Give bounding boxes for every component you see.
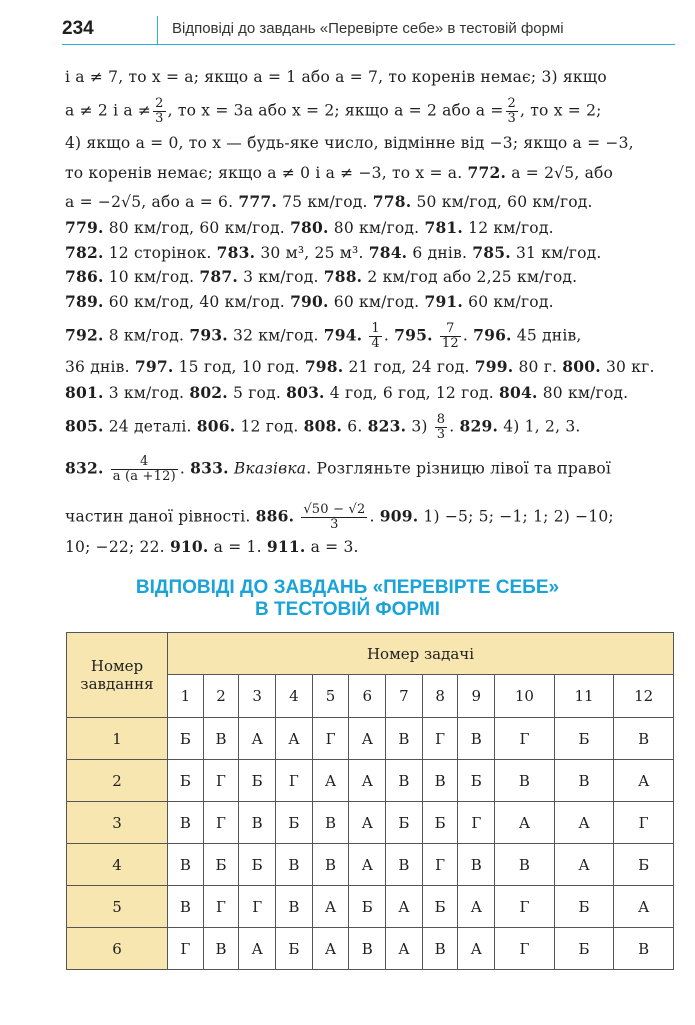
exercise-number: 795. xyxy=(394,325,433,345)
answer-cell: А xyxy=(349,718,386,760)
text-run: 60 км/год, 40 км/год. xyxy=(108,293,285,311)
exercise-number: 779. xyxy=(65,218,104,237)
answer-cell: Г xyxy=(495,928,555,970)
exercise-number: 829. xyxy=(459,416,499,436)
exercise-number: 799. xyxy=(474,357,514,376)
text-run: 12 год. xyxy=(240,417,299,436)
text-run: 15 год, 10 год. xyxy=(178,358,300,376)
column-number: 2 xyxy=(203,675,239,718)
exercise-number: 796. xyxy=(473,325,512,345)
text-run: 50 км/год, 60 км/год. xyxy=(416,193,593,211)
column-group-header: Номер задачі xyxy=(168,633,674,675)
answer-cell: Б xyxy=(168,718,204,760)
answer-cell: В xyxy=(458,844,495,886)
answer-cell: Г xyxy=(458,802,495,844)
exercise-number: 783. xyxy=(216,243,256,262)
answer-cell: А xyxy=(312,886,349,928)
answer-cell: Г xyxy=(203,760,239,802)
task-number: 4 xyxy=(67,844,168,886)
answer-cell: В xyxy=(276,886,313,928)
answer-cell: В xyxy=(203,718,239,760)
fraction xyxy=(153,97,165,126)
exercise-number: 793. xyxy=(189,325,228,345)
column-number: 7 xyxy=(386,675,423,718)
text-run: , то x = 3a або x = 2; якщо a = 2 або a = xyxy=(167,101,504,120)
fraction xyxy=(369,322,381,351)
text-run: 12 км/год. xyxy=(468,219,554,237)
answer-cell: Б xyxy=(386,802,423,844)
answer-cell: Г xyxy=(203,886,239,928)
running-title: Відповіді до завдань «Перевірте себе» в тестовій формі xyxy=(172,20,564,37)
exercise-number: 823. xyxy=(367,416,407,436)
text-run: 80 г. xyxy=(518,358,558,376)
text-run: 80 км/год. xyxy=(542,384,629,402)
header-separator xyxy=(157,16,158,44)
answer-cell: Б xyxy=(554,928,614,970)
text-run: 2 км/год або 2,25 км/год. xyxy=(367,268,578,286)
answer-cell: В xyxy=(614,928,674,970)
fraction-denominator: 3 xyxy=(330,517,339,532)
answer-cell: Б xyxy=(276,802,313,844)
exercise-number: 777. xyxy=(238,192,277,211)
text-run: і a ≠ 7, то x = a; якщо a = 1 або a = 7, то коренів немає; 3) якщо xyxy=(65,68,607,86)
answer-cell: В xyxy=(554,760,614,802)
fraction-denominator: 3 xyxy=(155,111,164,126)
answer-cell: А xyxy=(349,844,386,886)
answer-cell: А xyxy=(554,844,614,886)
exercise-number: 910. xyxy=(169,537,209,556)
exercise-number: 804. xyxy=(499,383,538,402)
fraction-denominator: 4 xyxy=(371,336,380,351)
answer-cell: Г xyxy=(312,718,349,760)
exercise-number: 832. xyxy=(65,458,104,478)
table-row xyxy=(67,928,674,970)
exercise-number: 791. xyxy=(424,292,464,311)
text-run: 30 м³, 25 м³. xyxy=(260,244,364,262)
fraction-numerator: 8 xyxy=(436,412,446,427)
answer-cell: А xyxy=(239,718,276,760)
fraction-numerator: 2 xyxy=(507,96,517,111)
exercise-number: 802. xyxy=(189,383,228,402)
fraction-denominator: 3 xyxy=(507,111,517,126)
text-run: 3 км/год. xyxy=(108,384,185,402)
column-number: 1 xyxy=(168,675,204,718)
answer-line xyxy=(65,97,675,126)
exercise-number: 792. xyxy=(65,325,104,345)
answer-cell: В xyxy=(312,844,349,886)
text-run: 8 км/год. xyxy=(108,326,185,345)
text-run: 60 км/год. xyxy=(468,293,554,311)
answer-line xyxy=(65,383,675,403)
exercise-number: 772. xyxy=(467,163,507,182)
text-run: 12 сторінок. xyxy=(108,244,212,262)
table-row xyxy=(67,844,674,886)
exercise-number: 803. xyxy=(286,383,325,402)
text-run: 4 год, 6 год, 12 год. xyxy=(329,384,494,402)
text-run: a = 1. xyxy=(213,538,262,556)
exercise-number: 782. xyxy=(65,243,104,262)
answer-line xyxy=(65,243,675,263)
answer-line: частин даної рівності. 886. $\frac{√50 - √2}{3}$ . 909. 1) −5; 5; −1; 1; 2) −10; xyxy=(65,502,614,532)
answer-cell: В xyxy=(614,718,674,760)
fraction-numerator: 4 xyxy=(111,455,178,470)
answer-line xyxy=(65,67,675,87)
column-number: 9 xyxy=(458,675,495,718)
text-run: то коренів немає; якщо a ≠ 0 і a ≠ −3, то x = a. xyxy=(65,164,463,182)
answer-cell: А xyxy=(312,760,349,802)
answer-cell: Г xyxy=(203,802,239,844)
fraction xyxy=(506,97,518,126)
fraction-denominator: 3 xyxy=(436,427,446,442)
answer-line: 792. 8 км/год. 793. 32 км/год. 794. $\frac{1}{4}$ . 795. $\frac{7}{12}$ . 796. 45 днів, xyxy=(65,321,582,351)
text-run: 5 год. xyxy=(233,384,281,402)
exercise-number: 780. xyxy=(290,218,329,237)
answer-cell: В xyxy=(386,760,423,802)
exercise-number: 800. xyxy=(562,357,601,376)
exercise-number: 785. xyxy=(472,243,511,262)
exercise-number: 787. xyxy=(199,267,238,286)
column-number: 3 xyxy=(239,675,276,718)
page-header xyxy=(62,16,675,44)
exercise-number: 909. xyxy=(379,506,419,526)
table-row xyxy=(67,886,674,928)
answer-cell: В xyxy=(168,802,204,844)
text-run: 60 км/год. xyxy=(333,293,420,311)
text-run: 3) xyxy=(411,417,428,436)
column-number: 4 xyxy=(276,675,313,718)
answer-cell: Г xyxy=(495,886,555,928)
answer-line xyxy=(65,292,675,312)
text-run: 6 днів. xyxy=(412,244,468,262)
column-number: 11 xyxy=(554,675,614,718)
text-run: a = −2√5, або a = 6. xyxy=(65,193,234,211)
text-run: 6. xyxy=(347,417,363,436)
answer-cell: А xyxy=(458,928,495,970)
header-rule xyxy=(62,44,675,45)
answer-line xyxy=(65,357,675,377)
text-run: a = 3. xyxy=(310,538,359,556)
fraction-denominator: a (a +12) xyxy=(112,469,176,484)
answer-cell: Б xyxy=(203,844,239,886)
answer-cell: В xyxy=(168,886,204,928)
answer-cell: В xyxy=(386,718,423,760)
exercise-number: 805. xyxy=(65,416,104,436)
table-row xyxy=(67,802,674,844)
column-number: 10 xyxy=(495,675,555,718)
answer-cell: Б xyxy=(349,886,386,928)
text-run: 4) якщо a = 0, то x — будь-яке число, відмінне від −3; якщо a = −3, xyxy=(65,134,634,152)
answer-cell: В xyxy=(495,760,555,802)
text-run: частин даної рівності. xyxy=(65,507,251,526)
task-number: 6 xyxy=(67,928,168,970)
exercise-number: 806. xyxy=(196,416,236,436)
answer-cell: В xyxy=(203,928,239,970)
answer-cell: А xyxy=(386,886,423,928)
hint-label: Вказівка xyxy=(233,459,307,478)
answer-cell: А xyxy=(614,886,674,928)
exercise-number: 798. xyxy=(304,357,344,376)
fraction xyxy=(435,413,447,442)
exercise-number: 789. xyxy=(65,292,104,311)
answer-cell: В xyxy=(495,844,555,886)
exercise-number: 794. xyxy=(323,325,363,345)
answer-cell: В xyxy=(458,718,495,760)
answer-cell: Б xyxy=(422,886,458,928)
table-row xyxy=(67,760,674,802)
answer-cell: А xyxy=(554,802,614,844)
page-number: 234 xyxy=(62,18,94,39)
answer-cell: А xyxy=(276,718,313,760)
fraction xyxy=(111,455,178,484)
answer-cell: Г xyxy=(495,718,555,760)
fraction-numerator: √50 − √2 xyxy=(303,502,366,517)
exercise-number: 911. xyxy=(266,537,306,556)
exercise-number: 778. xyxy=(372,192,412,211)
text-run: 45 днів, xyxy=(516,326,582,345)
answer-line xyxy=(65,163,675,183)
text-run: 1) −5; 5; −1; 1; 2) −10; xyxy=(423,507,614,526)
text-run: , то x = 2; xyxy=(520,101,602,120)
answer-cell: Г xyxy=(422,844,458,886)
answer-cell: А xyxy=(349,760,386,802)
answer-cell: А xyxy=(386,928,423,970)
exercise-number: 784. xyxy=(368,243,408,262)
answer-cell: Б xyxy=(239,760,276,802)
column-number: 8 xyxy=(422,675,458,718)
text-run: . Розгляньте різницю лівої та правої xyxy=(306,459,612,478)
exercise-number: 886. xyxy=(255,506,295,526)
answer-cell: Б xyxy=(554,718,614,760)
exercise-number: 788. xyxy=(323,267,363,286)
answer-cell: Г xyxy=(614,802,674,844)
answer-cell: Б xyxy=(422,802,458,844)
answer-line: 832. $\frac{4}{a (a +12)}$ . 833. Вказівка. Розгляньте різницю лівої та правої xyxy=(65,454,612,484)
task-number: 5 xyxy=(67,886,168,928)
text-run: 80 км/год. xyxy=(333,219,420,237)
answer-cell: В xyxy=(239,802,276,844)
text-run: 4) 1, 2, 3. xyxy=(503,417,581,436)
text-run: 21 год, 24 год. xyxy=(348,358,470,376)
fraction-denominator: 12 xyxy=(441,336,459,351)
answer-line xyxy=(65,218,675,238)
section-title: ВІДПОВІДІ ДО ЗАВДАНЬ «ПЕРЕВІРТЕ СЕБЕ» xyxy=(135,577,560,598)
answer-cell: В xyxy=(312,802,349,844)
column-number: 12 xyxy=(614,675,674,718)
answer-cell: Г xyxy=(422,718,458,760)
row-header-cell: Номер завдання xyxy=(67,633,168,718)
text-run: 30 кг. xyxy=(605,358,655,376)
table-row xyxy=(67,718,674,760)
answer-cell: А xyxy=(239,928,276,970)
answer-line xyxy=(65,133,675,153)
exercise-number: 790. xyxy=(290,292,329,311)
text-run: 10; −22; 22. xyxy=(65,538,165,556)
answer-line xyxy=(65,267,675,287)
answer-cell: В xyxy=(386,844,423,886)
answer-cell: Г xyxy=(168,928,204,970)
answer-cell: В xyxy=(349,928,386,970)
column-number: 6 xyxy=(349,675,386,718)
answer-cell: В xyxy=(168,844,204,886)
answer-line xyxy=(65,192,675,212)
answer-cell: Г xyxy=(276,760,313,802)
task-number: 2 xyxy=(67,760,168,802)
answer-cell: Б xyxy=(458,760,495,802)
answer-line: 805. 24 деталі. 806. 12 год. 808. 6. 823. 3) $\frac{8}{3}$ . 829. 4) 1, 2, 3. xyxy=(65,412,581,442)
answer-cell: В xyxy=(422,760,458,802)
text-run: 75 км/год. xyxy=(282,193,368,211)
answer-cell: А xyxy=(458,886,495,928)
fraction xyxy=(301,503,367,532)
exercise-number: 797. xyxy=(134,357,174,376)
fraction xyxy=(440,322,461,351)
answer-line xyxy=(65,537,675,557)
exercise-number: 801. xyxy=(65,383,104,402)
answer-cell: Б xyxy=(554,886,614,928)
fraction-numerator: 2 xyxy=(155,96,164,111)
task-number: 3 xyxy=(67,802,168,844)
answer-cell: Б xyxy=(614,844,674,886)
answer-cell: Б xyxy=(239,844,276,886)
answers-table xyxy=(66,632,674,970)
column-number: 5 xyxy=(312,675,349,718)
exercise-number: 833. xyxy=(190,458,229,478)
text-run: a ≠ 2 і a ≠ xyxy=(65,101,152,120)
answer-cell: Г xyxy=(239,886,276,928)
exercise-number: 786. xyxy=(65,267,104,286)
answer-cell: А xyxy=(349,802,386,844)
text-run: 80 км/год, 60 км/год. xyxy=(108,219,285,237)
text-run: 31 км/год. xyxy=(515,244,602,262)
task-number: 1 xyxy=(67,718,168,760)
answer-cell: В xyxy=(276,844,313,886)
answer-cell: В xyxy=(422,928,458,970)
text-run: 24 деталі. xyxy=(108,417,192,436)
answer-cell: А xyxy=(614,760,674,802)
fraction-numerator: 1 xyxy=(371,321,380,336)
answer-cell: А xyxy=(312,928,349,970)
text-run: a = 2√5, або xyxy=(511,164,614,182)
section-subtitle: В ТЕСТОВІЙ ФОРМІ xyxy=(255,599,440,620)
exercise-number: 808. xyxy=(303,416,343,436)
text-run: 36 днів. xyxy=(65,358,130,376)
text-run: 32 км/год. xyxy=(233,326,319,345)
answer-cell: Б xyxy=(276,928,313,970)
text-run: 3 км/год. xyxy=(243,268,319,286)
fraction-numerator: 7 xyxy=(440,322,461,337)
text-run: 10 км/год. xyxy=(108,268,195,286)
answer-cell: Б xyxy=(168,760,204,802)
answer-cell: А xyxy=(495,802,555,844)
answers-table-body xyxy=(67,718,674,970)
exercise-number: 781. xyxy=(424,218,464,237)
